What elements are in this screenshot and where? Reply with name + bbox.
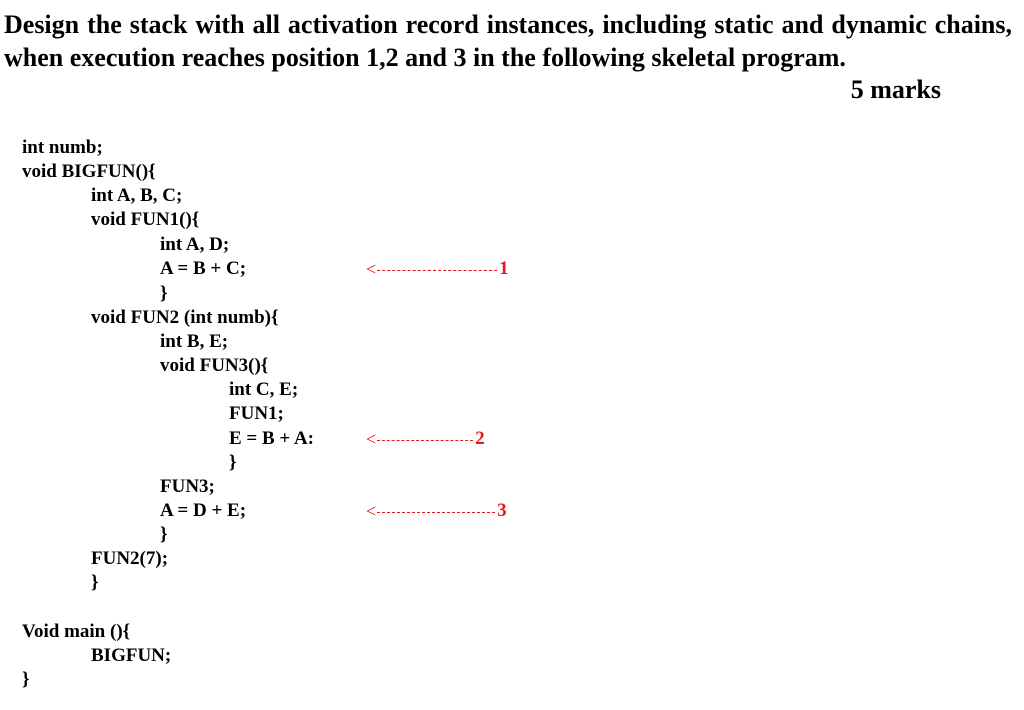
code-line: int B, E;: [160, 331, 229, 352]
code-line: A = D + E;: [160, 500, 247, 521]
code-line: int C, E;: [229, 379, 299, 400]
code-line: FUN2(7);: [91, 548, 169, 569]
code-line: A = B + C;: [160, 258, 247, 279]
code-line: E = B + A:: [229, 428, 314, 449]
code-line: BIGFUN;: [91, 645, 172, 666]
question-text: Design the stack with all activation record instances, including static and dynamic chains, when execution reaches position 1,2 and 3 in the following skeletal program.: [4, 10, 1012, 72]
code-line: void FUN1(){: [91, 209, 200, 230]
position-number: 3: [497, 500, 507, 521]
code-line: int A, D;: [160, 234, 230, 255]
code-line: void FUN3(){: [160, 355, 269, 376]
dashed-line: [377, 512, 495, 513]
code-line: }: [22, 669, 30, 690]
left-arrow-icon: <: [366, 429, 377, 449]
position-marker-2: [366, 427, 485, 451]
code-line: FUN3;: [160, 476, 215, 497]
marks-label: 5 marks: [850, 75, 941, 104]
code-line: }: [229, 452, 237, 473]
position-number: 1: [499, 258, 509, 279]
code-line: }: [160, 524, 168, 545]
code-line: void BIGFUN(){: [22, 161, 156, 182]
left-arrow-icon: <: [366, 259, 377, 279]
code-line: void FUN2 (int numb){: [91, 307, 279, 328]
position-marker-1: [366, 257, 509, 281]
code-line: }: [91, 572, 99, 593]
code-line: int A, B, C;: [91, 185, 183, 206]
code-line: FUN1;: [229, 403, 284, 424]
code-line: }: [160, 283, 168, 304]
left-arrow-icon: <: [366, 501, 377, 521]
dashed-line: [377, 440, 473, 441]
code-line: int numb;: [22, 137, 103, 158]
code-line: Void main (){: [22, 621, 131, 642]
dashed-line: [377, 270, 497, 271]
position-marker-3: [366, 499, 507, 523]
position-number: 2: [475, 428, 485, 449]
